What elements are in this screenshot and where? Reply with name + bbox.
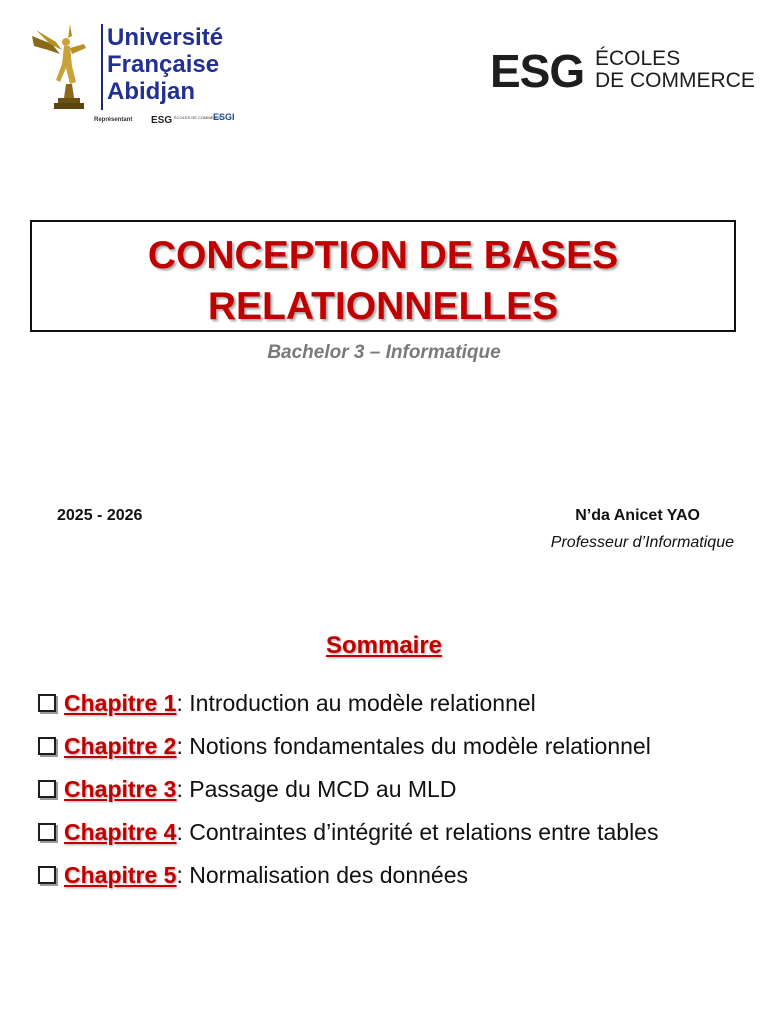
esg-mark: ESG bbox=[490, 45, 585, 97]
title-line2: RELATIONNELLES bbox=[207, 285, 559, 328]
checkbox-icon bbox=[38, 737, 56, 755]
toc-chapter-text: : Introduction au modèle relationnel bbox=[176, 690, 536, 716]
author-name: N’da Anicet YAO bbox=[575, 507, 700, 524]
toc-item-chapter-5 bbox=[36, 858, 738, 892]
checkbox-icon bbox=[38, 780, 56, 798]
representing-label: Représentant bbox=[94, 117, 133, 123]
checkbox-icon bbox=[38, 694, 56, 712]
title-line1: CONCEPTION DE BASES bbox=[147, 234, 619, 277]
mini-esgi-logo: ESGI bbox=[213, 112, 235, 122]
toc-chapter-text: : Contraintes d’intégrité et relations entre tables bbox=[176, 819, 659, 845]
checkbox-icon bbox=[38, 823, 56, 841]
esg-subtitle bbox=[595, 48, 755, 92]
toc-chapter-label: Chapitre 1 bbox=[64, 690, 177, 716]
winged-statue-icon bbox=[30, 22, 96, 112]
university-name-line2: Française bbox=[107, 51, 220, 78]
university-name-line3: Abidjan bbox=[107, 78, 195, 105]
mini-esg-logo: ESG bbox=[151, 115, 173, 126]
author-role: Professeur d’Informatique bbox=[550, 534, 734, 551]
title-box bbox=[30, 220, 736, 332]
toc-item-chapter-2 bbox=[36, 729, 738, 763]
university-logo bbox=[30, 22, 245, 134]
esg-subtitle-line2: DE COMMERCE bbox=[595, 69, 755, 92]
toc-item-chapter-1 bbox=[36, 686, 738, 720]
toc-chapter-label: Chapitre 5 bbox=[64, 862, 177, 888]
mini-esg-subtitle: ÉCOLES DE COMMERCE bbox=[174, 115, 222, 120]
table-of-contents bbox=[36, 686, 738, 901]
university-name bbox=[101, 24, 257, 110]
university-name-line1: Université bbox=[107, 24, 224, 51]
toc-item-chapter-4 bbox=[36, 815, 738, 849]
toc-chapter-text: : Notions fondamentales du modèle relationnel bbox=[176, 733, 651, 759]
esg-logo bbox=[490, 45, 755, 100]
toc-chapter-label: Chapitre 3 bbox=[64, 776, 177, 802]
course-subtitle: Bachelor 3 – Informatique bbox=[267, 342, 501, 363]
academic-year: 2025 - 2026 bbox=[57, 507, 143, 524]
toc-item-chapter-3 bbox=[36, 772, 738, 806]
toc-chapter-text: : Normalisation des données bbox=[176, 862, 468, 888]
toc-chapter-text: : Passage du MCD au MLD bbox=[176, 776, 457, 802]
sommaire-title: Sommaire bbox=[325, 632, 443, 659]
toc-chapter-label: Chapitre 4 bbox=[64, 819, 177, 845]
esg-subtitle-line1: ÉCOLES bbox=[595, 47, 681, 70]
checkbox-icon bbox=[38, 866, 56, 884]
toc-chapter-label: Chapitre 2 bbox=[64, 733, 177, 759]
